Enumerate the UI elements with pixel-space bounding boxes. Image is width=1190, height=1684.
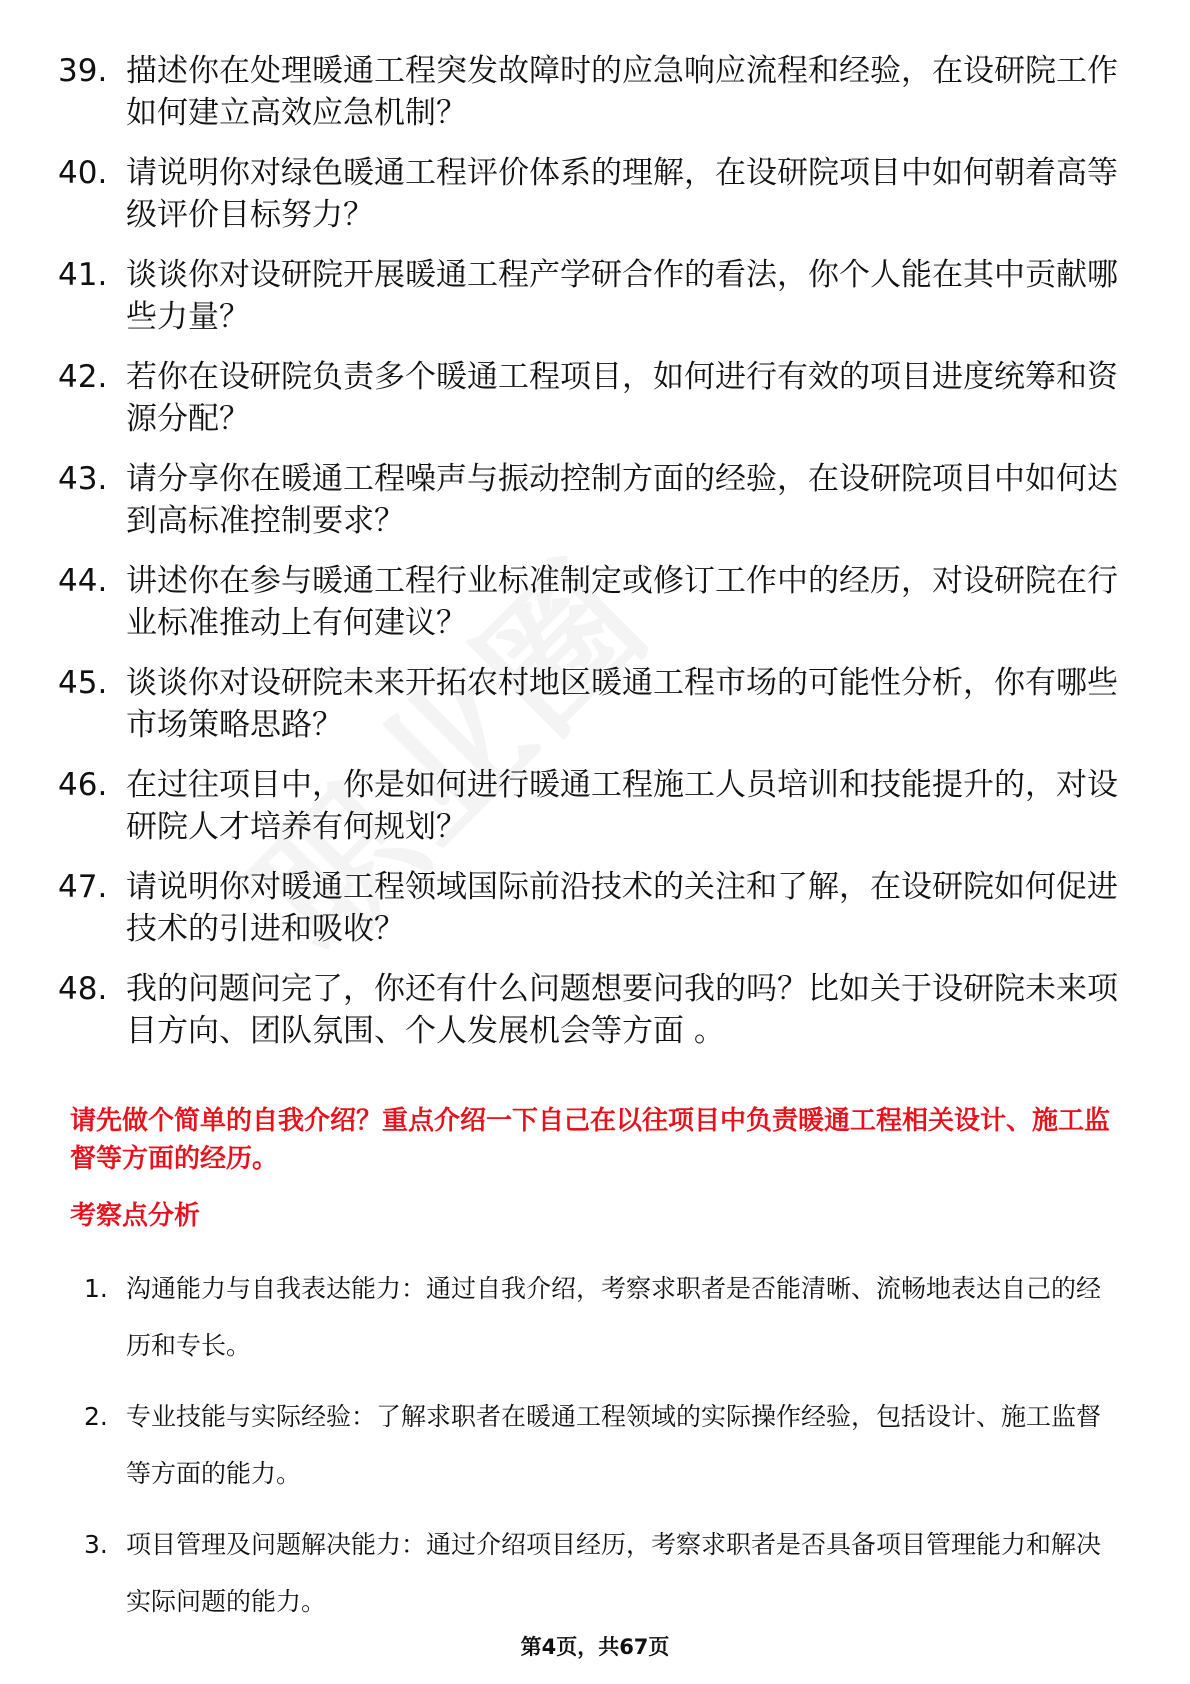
list-item — [84, 1260, 1114, 1374]
question-text: 请说明你对绿色暖通工程评价体系的理解，在设研院项目中如何朝着高等级评价目标努力？ — [126, 155, 1118, 233]
analysis-number: 3. — [84, 1530, 108, 1559]
list-item — [58, 356, 1118, 440]
question-number: 39. — [58, 53, 108, 89]
question-number: 41. — [58, 257, 108, 293]
question-text: 在过往项目中，你是如何进行暖通工程施工人员培训和技能提升的，对设研院人才培养有何规划？ — [126, 767, 1118, 845]
analysis-text: 沟通能力与自我表达能力：通过自我介绍，考察求职者是否能清晰、流畅地表达自己的经历和专长。 — [126, 1274, 1102, 1360]
analysis-text: 项目管理及问题解决能力：通过介绍项目经历，考察求职者是否具备项目管理能力和解决实际问题的能力。 — [126, 1530, 1102, 1616]
list-item — [58, 152, 1118, 236]
question-number: 43. — [58, 461, 108, 497]
question-text: 讲述你在参与暖通工程行业标准制定或修订工作中的经历，对设研院在行业标准推动上有何建议？ — [126, 563, 1118, 641]
question-number: 40. — [58, 155, 108, 191]
list-item — [58, 866, 1118, 950]
question-text: 我的问题问完了，你还有什么问题想要问我的吗？比如关于设研院未来项目方向、团队氛围、个人发展机会等方面 。 — [126, 971, 1118, 1049]
question-text: 请说明你对暖通工程领域国际前沿技术的关注和了解，在设研院如何促进技术的引进和吸收？ — [126, 869, 1118, 947]
analysis-number: 2. — [84, 1402, 108, 1431]
question-number: 44. — [58, 563, 108, 599]
list-item — [58, 254, 1118, 338]
list-item — [58, 458, 1118, 542]
question-number: 47. — [58, 869, 108, 905]
question-text: 请分享你在暖通工程噪声与振动控制方面的经验，在设研院项目中如何达到高标准控制要求？ — [126, 461, 1118, 539]
question-number: 45. — [58, 665, 108, 701]
list-item — [58, 50, 1118, 134]
highlighted-question: 请先做个简单的自我介绍？重点介绍一下自己在以往项目中负责暖通工程相关设计、施工监督等方面的经历。 — [70, 1106, 1111, 1174]
question-text: 谈谈你对设研院未来开拓农村地区暖通工程市场的可能性分析，你有哪些市场策略思路？ — [126, 665, 1118, 743]
list-item — [58, 968, 1118, 1052]
section-heading: 考察点分析 — [70, 1201, 201, 1231]
question-text: 谈谈你对设研院开展暖通工程产学研合作的看法，你个人能在其中贡献哪些力量？ — [126, 257, 1118, 335]
question-number: 46. — [58, 767, 108, 803]
question-text: 描述你在处理暖通工程突发故障时的应急响应流程和经验，在设研院工作如何建立高效应急机制？ — [126, 53, 1118, 131]
list-item — [58, 560, 1118, 644]
list-item — [84, 1388, 1114, 1502]
page-footer: 第4页，共67页 — [520, 1635, 670, 1659]
question-list — [58, 50, 1118, 1070]
analysis-list — [84, 1260, 1114, 1644]
list-item — [58, 764, 1118, 848]
list-item — [58, 662, 1118, 746]
analysis-number: 1. — [84, 1274, 108, 1303]
list-item — [84, 1516, 1114, 1630]
question-number: 42. — [58, 359, 108, 395]
question-number: 48. — [58, 971, 108, 1007]
analysis-text: 专业技能与实际经验：了解求职者在暖通工程领域的实际操作经验，包括设计、施工监督等方面的能力。 — [126, 1402, 1102, 1488]
question-text: 若你在设研院负责多个暖通工程项目，如何进行有效的项目进度统筹和资源分配？ — [126, 359, 1118, 437]
